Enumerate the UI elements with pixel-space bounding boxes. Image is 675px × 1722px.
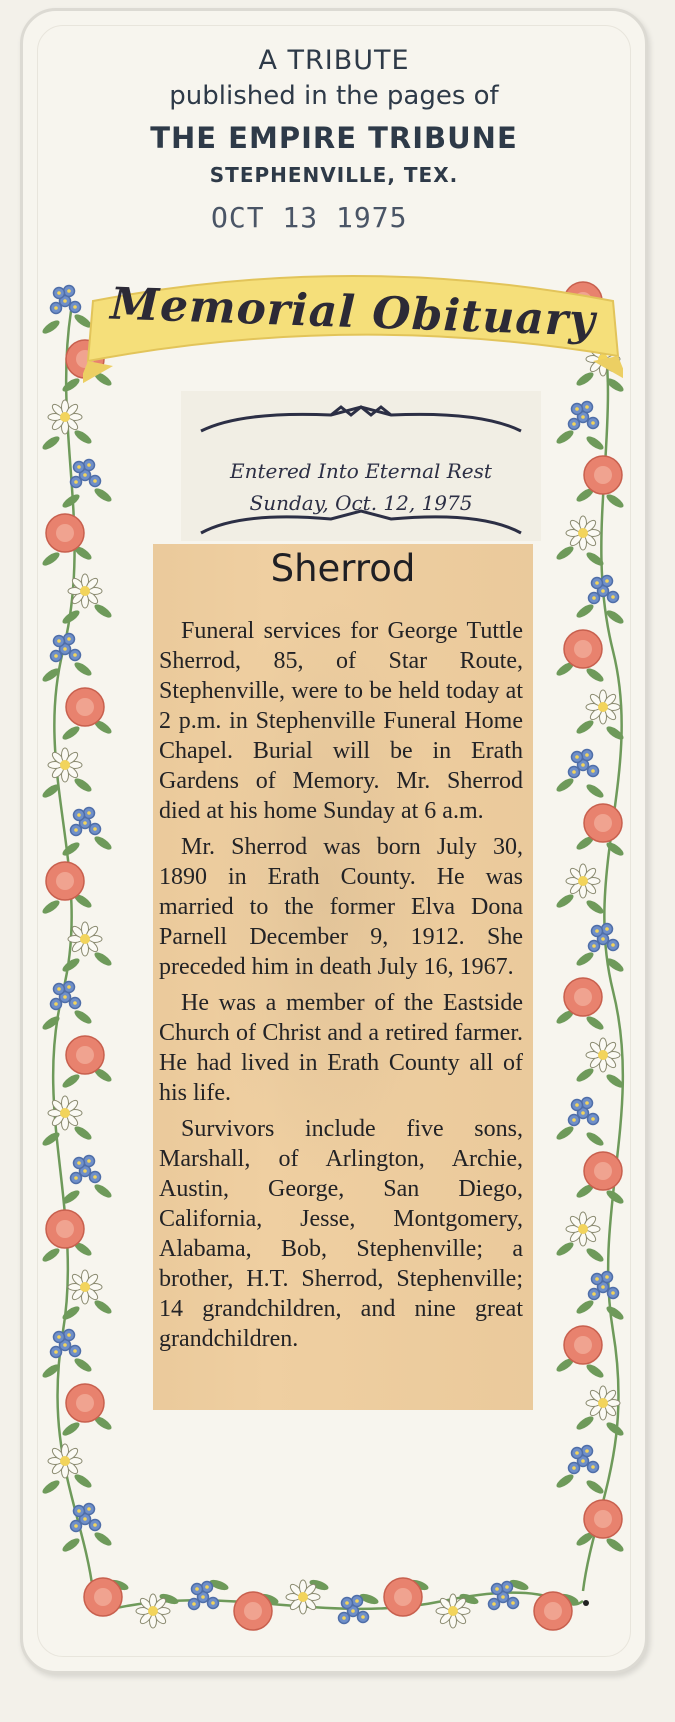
leaf bbox=[61, 1536, 82, 1554]
forget-me-not-cluster bbox=[71, 460, 101, 488]
leaf bbox=[61, 840, 82, 858]
leaf bbox=[555, 1472, 576, 1490]
daisy-flower bbox=[48, 1096, 82, 1130]
banner-title: Memorial Obituary bbox=[109, 278, 597, 347]
leaf bbox=[605, 492, 626, 510]
daisy-flower bbox=[586, 690, 620, 724]
leaf bbox=[73, 660, 94, 678]
leaf bbox=[605, 1304, 626, 1322]
rose-flower bbox=[564, 1326, 602, 1364]
daisy-flower bbox=[586, 1038, 620, 1072]
rose-flower bbox=[66, 1384, 104, 1422]
leaf bbox=[93, 950, 114, 968]
leaf bbox=[41, 318, 62, 336]
rose-flower bbox=[84, 1578, 122, 1616]
leaf bbox=[41, 1478, 62, 1496]
forget-me-not-cluster bbox=[569, 402, 599, 430]
leaf bbox=[61, 1304, 82, 1322]
leaf bbox=[585, 1130, 606, 1148]
leaf bbox=[93, 1298, 114, 1316]
leaf bbox=[585, 898, 606, 916]
leaf bbox=[585, 782, 606, 800]
daisy-flower bbox=[48, 1444, 82, 1478]
forget-me-not-cluster bbox=[51, 982, 81, 1010]
leaf bbox=[605, 1536, 626, 1554]
forget-me-not-cluster bbox=[51, 286, 81, 314]
leaf bbox=[555, 1124, 576, 1142]
leaf bbox=[73, 1124, 94, 1142]
forget-me-not-cluster bbox=[71, 1156, 101, 1184]
leaf bbox=[93, 1530, 114, 1548]
newspaper-name: THE EMPIRE TRIBUNE bbox=[150, 121, 518, 155]
daisy-flower bbox=[48, 748, 82, 782]
leaf bbox=[585, 1478, 606, 1496]
leaf bbox=[41, 550, 62, 568]
daisy-flower bbox=[286, 1580, 320, 1614]
death-date: Sunday, Oct. 12, 1975 bbox=[249, 491, 473, 515]
forget-me-not-cluster bbox=[51, 1330, 81, 1358]
leaf bbox=[585, 1014, 606, 1032]
newspaper-location: STEPHENVILLE, TEX. bbox=[209, 163, 459, 187]
forget-me-not-cluster bbox=[569, 1446, 599, 1474]
leaf bbox=[61, 376, 82, 394]
rose-flower bbox=[564, 630, 602, 668]
rose-flower bbox=[584, 804, 622, 842]
eternal-rest-notice bbox=[181, 391, 541, 541]
daisy-flower bbox=[566, 1212, 600, 1246]
leaf bbox=[73, 1472, 94, 1490]
daisy-flower bbox=[68, 1270, 102, 1304]
leaf bbox=[61, 956, 82, 974]
leaf bbox=[61, 724, 82, 742]
leaf bbox=[555, 776, 576, 794]
rose-flower bbox=[46, 862, 84, 900]
leaf bbox=[555, 892, 576, 910]
leaf bbox=[73, 428, 94, 446]
rose-flower bbox=[46, 514, 84, 552]
leaf bbox=[585, 1362, 606, 1380]
leaf bbox=[585, 666, 606, 684]
leaf bbox=[73, 1008, 94, 1026]
daisy-flower bbox=[586, 1386, 620, 1420]
rose-flower bbox=[66, 688, 104, 726]
leaf bbox=[555, 428, 576, 446]
leaf bbox=[575, 1414, 596, 1432]
leaf bbox=[61, 1072, 82, 1090]
leaf bbox=[93, 834, 114, 852]
obituary-clipping bbox=[153, 544, 533, 1410]
leaf bbox=[41, 1246, 62, 1264]
rose-flower bbox=[66, 1036, 104, 1074]
leaf bbox=[41, 434, 62, 452]
forget-me-not-cluster bbox=[589, 1272, 619, 1300]
leaf bbox=[585, 434, 606, 452]
rose-flower bbox=[584, 456, 622, 494]
daisy-flower bbox=[566, 864, 600, 898]
forget-me-not-cluster bbox=[71, 808, 101, 836]
date-stamp: OCT 13 1975 bbox=[211, 201, 408, 234]
daisy-flower bbox=[566, 516, 600, 550]
leaf bbox=[585, 1246, 606, 1264]
tribute-heading: A TRIBUTE bbox=[258, 45, 410, 76]
forget-me-not-cluster bbox=[569, 1098, 599, 1126]
clipping-surname: Sherrod bbox=[270, 547, 416, 590]
ink-dot bbox=[583, 1600, 589, 1606]
leaf bbox=[575, 950, 596, 968]
daisy-flower bbox=[436, 1594, 470, 1628]
rose-flower bbox=[534, 1592, 572, 1630]
daisy-flower bbox=[48, 400, 82, 434]
rose-flower bbox=[234, 1592, 272, 1630]
rose-flower bbox=[584, 1500, 622, 1538]
eternal-rest-text: Entered Into Eternal Rest bbox=[230, 459, 492, 483]
leaf bbox=[41, 1014, 62, 1032]
leaf bbox=[73, 776, 94, 794]
forget-me-not-cluster bbox=[569, 750, 599, 778]
leaf bbox=[61, 1420, 82, 1438]
forget-me-not-cluster bbox=[51, 634, 81, 662]
memorial-bookmark bbox=[20, 8, 648, 1674]
leaf bbox=[41, 898, 62, 916]
rose-flower bbox=[584, 1152, 622, 1190]
rose-flower bbox=[564, 978, 602, 1016]
leaf bbox=[575, 1298, 596, 1316]
leaf bbox=[73, 1356, 94, 1374]
leaf bbox=[605, 1188, 626, 1206]
clipping-body bbox=[159, 616, 523, 1360]
obituary-paragraph: Mr. Sherrod was born July 30, 1890 in Erath County. He was married to the former Elva Dona Parnell December 9, 1912. She preceded him in death July 16, 1967. bbox=[159, 834, 523, 980]
forget-me-not-cluster bbox=[589, 924, 619, 952]
obituary-paragraph: He was a member of the Eastside Church of Christ and a retired farmer. He had lived in Erath County all of his life. bbox=[159, 990, 523, 1106]
leaf bbox=[575, 1066, 596, 1084]
leaf bbox=[93, 602, 114, 620]
leaf bbox=[93, 1182, 114, 1200]
leaf bbox=[575, 718, 596, 736]
published-line: published in the pages of bbox=[169, 81, 499, 111]
daisy-flower bbox=[136, 1594, 170, 1628]
leaf bbox=[555, 1240, 576, 1258]
daisy-flower bbox=[68, 574, 102, 608]
daisy-flower bbox=[68, 922, 102, 956]
leaf bbox=[93, 486, 114, 504]
leaf bbox=[61, 492, 82, 510]
leaf bbox=[555, 544, 576, 562]
memorial-banner bbox=[83, 261, 623, 391]
rose-flower bbox=[46, 1210, 84, 1248]
rose-flower bbox=[384, 1578, 422, 1616]
leaf bbox=[575, 602, 596, 620]
obituary-paragraph: Survivors include five sons, Marshall, of Arlington, Archie, Austin, George, San Diego, California, Jesse, Montgomery, Alabama, Bob, Stephenville; a brother, H.T. Sherrod, Stephenville; 14 grandchildren, and nine great grandchildren. bbox=[159, 1116, 523, 1352]
forget-me-not-cluster bbox=[71, 1504, 101, 1532]
obituary-paragraph: Funeral services for George Tuttle Sherrod, 85, of Star Route, Stephenville, were to be held today at 2 p.m. in Stephenville Funeral Home Chapel. Burial will be in Erath Gardens of Memory. Mr. Sherrod died at his home Sunday at 6 a.m. bbox=[159, 618, 523, 824]
